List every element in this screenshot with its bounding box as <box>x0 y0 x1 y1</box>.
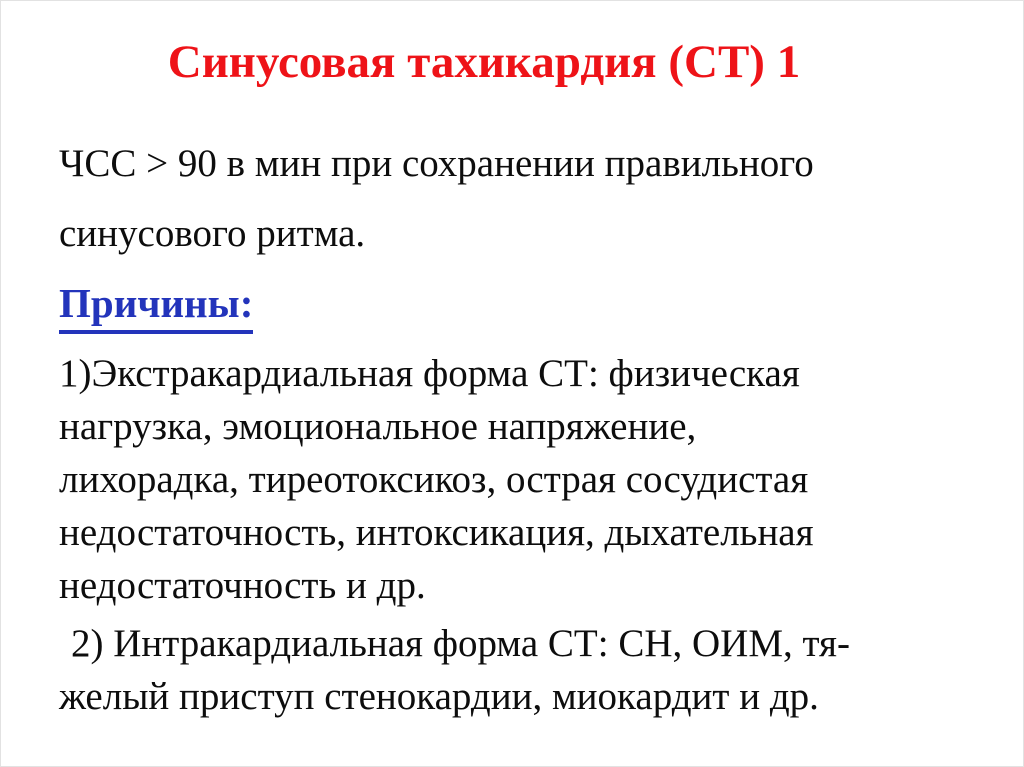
text-line: лихорадка, тиреотоксикоз, острая сосудистая <box>59 458 809 502</box>
text-line: недостаточность и др. <box>59 564 426 608</box>
causes-heading-text: Причины: <box>59 279 253 334</box>
text-line: 1)Экстракардиальная форма СТ: физическая <box>59 352 800 396</box>
causes-heading <box>59 279 935 334</box>
cause-item-intracardial <box>59 617 935 723</box>
text-line: синусового ритма. <box>59 212 366 256</box>
cause-item-extracardial <box>59 347 935 612</box>
text-line: нагрузка, эмоциональное напряжение, <box>59 405 697 449</box>
text-line: ЧСС > 90 в мин при сохранении правильного <box>59 142 814 186</box>
text-line: 2) Интракардиальная форма СТ: СН, ОИМ, тя- <box>71 622 850 666</box>
text-line: желый приступ стенокардии, миокардит и др. <box>59 675 819 719</box>
text-line: недостаточность, интоксикация, дыхательная <box>59 511 814 555</box>
intro-paragraph <box>59 129 935 269</box>
slide-body <box>1 129 1023 723</box>
slide-title: Синусовая тахикардия (СТ) 1 <box>167 36 801 88</box>
